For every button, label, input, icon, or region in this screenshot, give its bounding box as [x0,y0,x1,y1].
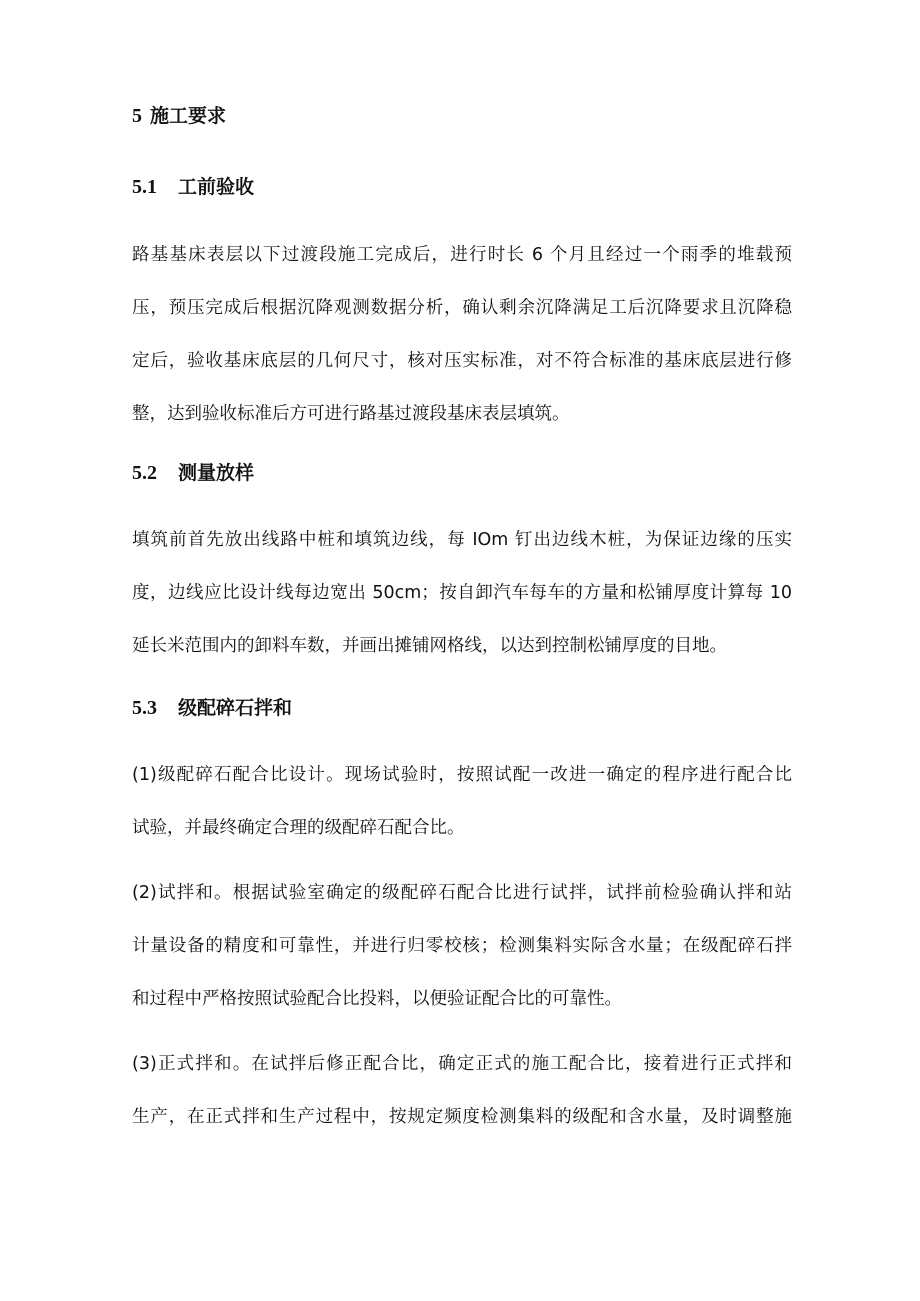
paragraph-5-3-2 [132,876,792,1017]
section-number: 5.1 [132,176,157,198]
text-line: (3)正式拌和。在试拌后修正配合比，确定正式的施工配合比，接着进行正式拌和 [132,1054,792,1074]
text-line: (2)试拌和。根据试验室确定的级配碎石配合比进行试拌，试拌前检验确认拌和站 [132,883,792,903]
section-number: 5 [132,105,142,127]
paragraph-5-1 [132,238,792,432]
section-title: 测量放样 [178,462,255,484]
text-line: 和过程中严格按照试验配合比投料，以便验证配合比的可靠性。 [132,989,622,1009]
text-line: 整，达到验收标准后方可进行路基过渡段基床表层填筑。 [132,404,570,424]
text-line: 试验，并最终确定合理的级配碎石配合比。 [132,818,465,838]
text-line: 路基基床表层以下过渡段施工完成后，进行时长 6 个月且经过一个雨季的堆载预 [132,245,792,265]
text-line: 延长米范围内的卸料车数，并画出摊铺网格线，以达到控制松铺厚度的目地。 [132,636,727,656]
text-line: 度，边线应比设计线每边宽出 50cm；按自卸汽车每车的方量和松铺厚度计算每 10 [132,583,792,603]
section-heading-5-3 [132,696,292,720]
text-line: 计量设备的精度和可靠性，并进行归零校核；检测集料实际含水量；在级配碎石拌 [132,936,792,956]
paragraph-5-3-3 [132,1047,792,1135]
text-line: (1)级配碎石配合比设计。现场试验时，按照试配一改进一确定的程序进行配合比 [132,765,792,785]
paragraph-5-2 [132,523,792,664]
text-line: 生产，在正式拌和生产过程中，按规定频度检测集料的级配和含水量，及时调整施 [132,1107,792,1127]
section-number: 5.2 [132,462,157,484]
section-title: 工前验收 [178,176,255,198]
text-line: 填筑前首先放出线路中桩和填筑边线，每 IOm 钉出边线木桩，为保证边缘的压实 [132,530,792,550]
section-heading-5-1 [132,175,254,199]
paragraph-5-3-1 [132,758,792,846]
text-line: 压，预压完成后根据沉降观测数据分析，确认剩余沉降满足工后沉降要求且沉降稳 [132,298,792,318]
section-heading-5 [132,104,226,128]
section-number: 5.3 [132,697,157,719]
text-line: 定后，验收基床底层的几何尺寸，核对压实标准，对不符合标准的基床底层进行修 [132,351,792,371]
section-title: 级配碎石拌和 [178,697,293,719]
section-heading-5-2 [132,461,254,485]
section-title: 施工要求 [150,105,227,127]
